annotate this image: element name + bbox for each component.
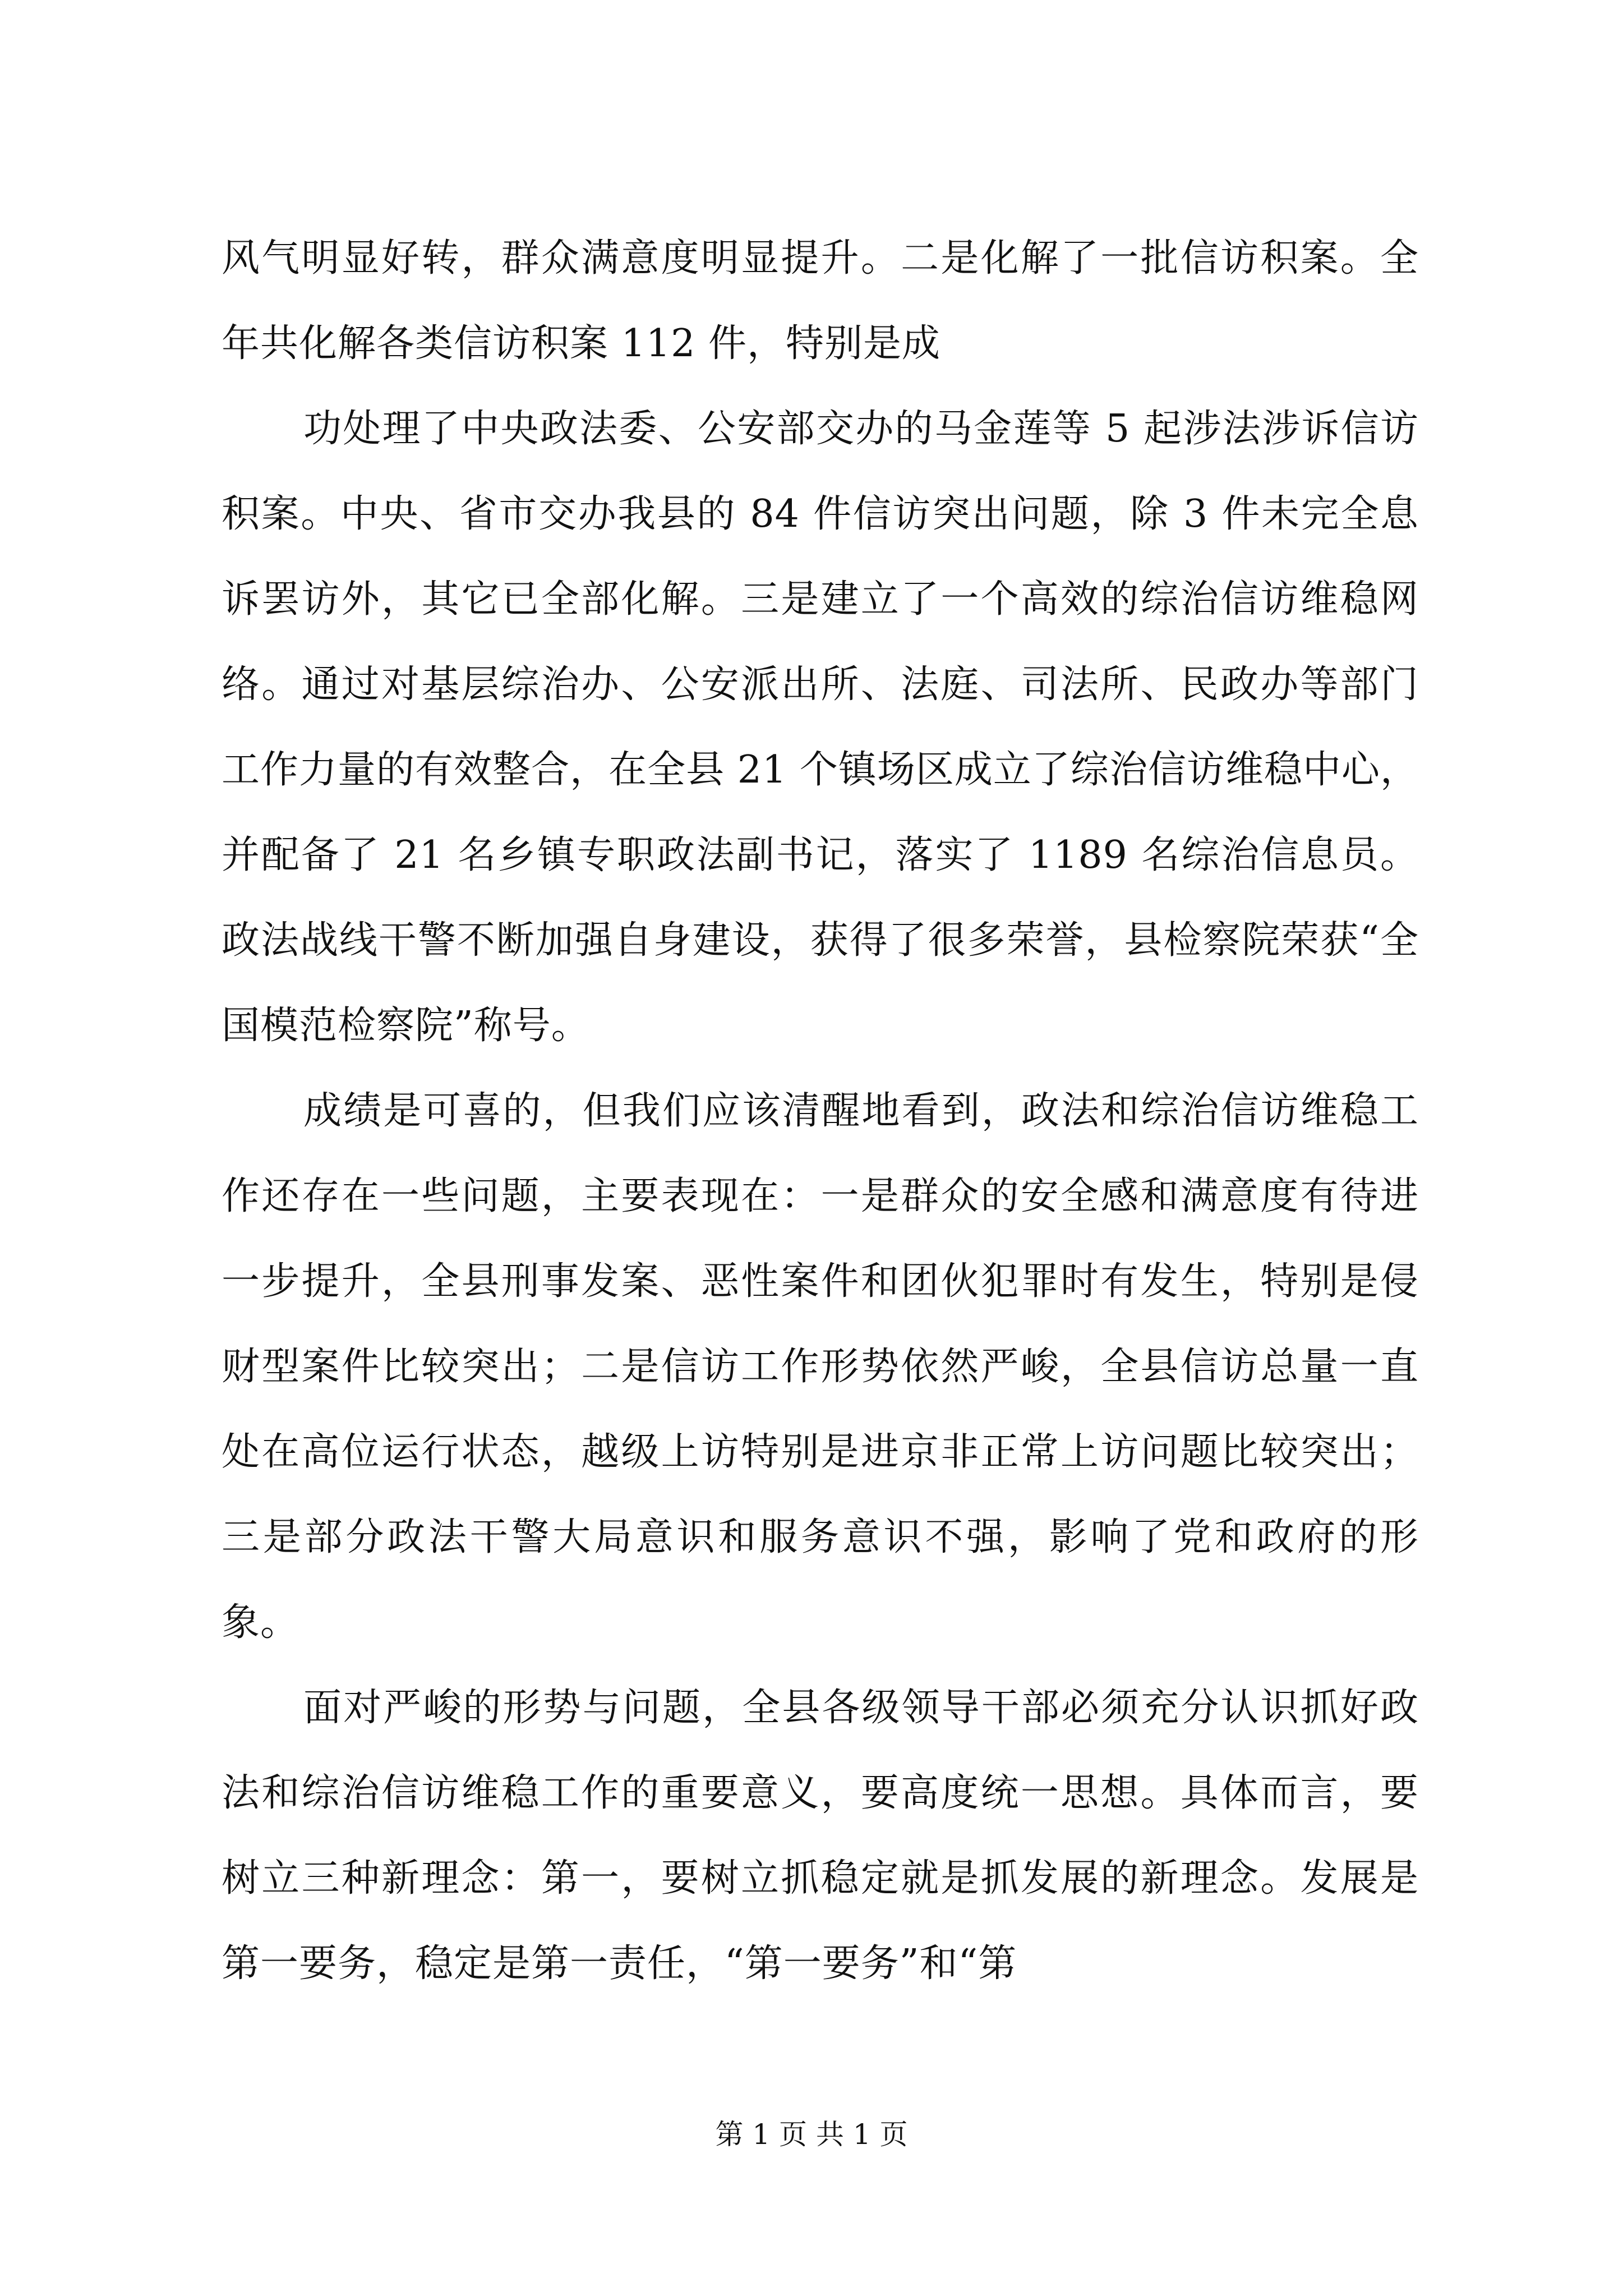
- paragraph-2: 功处理了中央政法委、公安部交办的马金莲等 5 起涉法涉诉信访积案。中央、省市交办我县的 84 件信访突出问题，除 3 件未完全息诉罢访外，其它已全部化解。三是建立了一个高效的综治信访维稳网络。通过对基层综治办、公安派出所、法庭、司法所、民政办等部门工作力量的有效整合，在全县 21 个镇场区成立了综治信访维稳中心，并配备了 21 名乡镇专职政法副书记，落实了 1189 名综治信息员。政法战线干警不断加强自身建设，获得了很多荣誉，县检察院荣获“全国模范检察院”称号。: [222, 407, 1419, 1048]
- paragraph-3: 成绩是可喜的，但我们应该清醒地看到，政法和综治信访维稳工作还存在一些问题，主要表现在：一是群众的安全感和满意度有待进一步提升，全县刑事发案、恶性案件和团伙犯罪时有发生，特别是侵财型案件比较突出；二是信访工作形势依然严峻，全县信访总量一直处在高位运行状态，越级上访特别是进京非正常上访问题比较突出；三是部分政法干警大局意识和服务意识不强，影响了党和政府的形象。: [222, 1089, 1419, 1645]
- paragraph-1: 风气明显好转，群众满意度明显提升。二是化解了一批信访积案。全年共化解各类信访积案 112 件，特别是成: [222, 236, 1419, 366]
- paragraph-4: 面对严峻的形势与问题，全县各级领导干部必须充分认识抓好政法和综治信访维稳工作的重要意义，要高度统一思想。具体而言，要树立三种新理念：第一，要树立抓稳定就是抓发展的新理念。发展是第一要务，稳定是第一责任，“第一要务”和“第: [222, 1686, 1419, 1986]
- page-footer: 第 1 页 共 1 页: [715, 2118, 908, 2151]
- body-text: [222, 216, 1419, 2007]
